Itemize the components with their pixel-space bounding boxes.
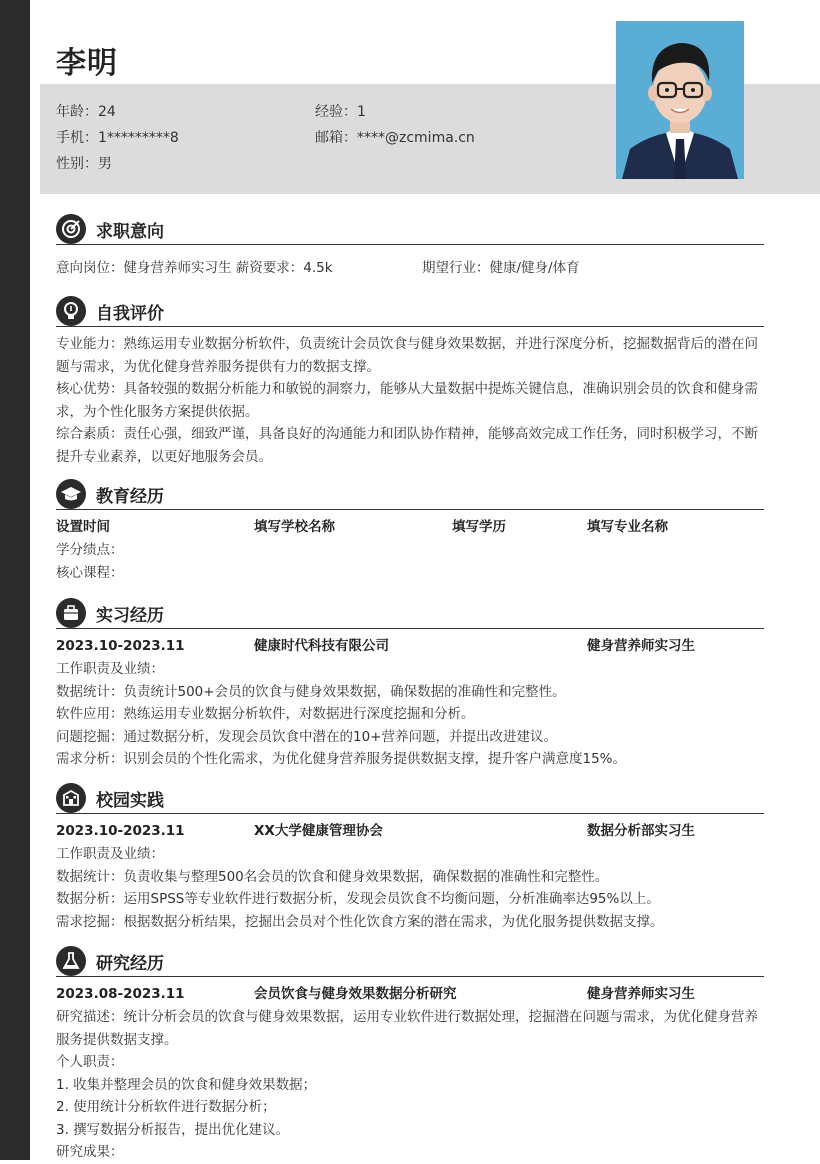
section-header <box>56 296 764 327</box>
section-title: 校园实践 <box>96 791 164 811</box>
campus-org: XX大学健康管理协会 <box>254 823 383 839</box>
flask-icon <box>56 946 86 976</box>
section-research <box>56 946 764 1164</box>
expected-industry: 期望行业：健康/健身/体育 <box>422 260 580 276</box>
intern-role: 健身营养师实习生 <box>587 638 695 654</box>
intern-line: 工作职责及业绩： <box>56 661 164 677</box>
self-eval-line: 专业能力：熟练运用专业数据分析软件，负责统计会员饮食与健身效果数据，并进行深度分析，挖掘数据背后的潜在问题与需求，为优化健身营养服务提供有力的数据支撑。 <box>56 336 758 375</box>
research-line: 研究成果： <box>56 1144 124 1160</box>
campus-line: 数据统计：负责收集与整理500名会员的饮食和健身效果数据，确保数据的准确性和完整性。 <box>56 868 609 885</box>
section-title: 求职意向 <box>96 222 164 242</box>
research-line: 个人职责： <box>56 1054 124 1070</box>
research-line: 3. 撰写数据分析报告，提出优化建议。 <box>56 1121 290 1138</box>
age: 年龄：24 <box>56 104 116 120</box>
self-eval-line: 综合素质：责任心强，细致严谨，具备良好的沟通能力和团队协作精神，能够高效完成工作任务，同时积极学习，不断提升专业素养，以更好地服务会员。 <box>56 426 758 465</box>
campus-role: 数据分析部实习生 <box>587 823 695 839</box>
research-project: 会员饮食与健身效果数据分析研究 <box>254 986 457 1002</box>
position-salary: 意向岗位：健身营养师实习生 薪资要求：4.5k <box>56 260 333 276</box>
campus-line: 工作职责及业绩： <box>56 846 164 862</box>
research-line: 2. 使用统计分析软件进行数据分析； <box>56 1099 276 1115</box>
section-title: 自我评价 <box>96 304 164 324</box>
self-eval-line: 核心优势：具备较强的数据分析能力和敏锐的洞察力，能够从大量数据中提炼关键信息，准确识别会员的饮食和健身需求，为个性化服务方案提供依据。 <box>56 381 758 420</box>
section-title: 实习经历 <box>96 606 164 626</box>
edu-school: 填写学校名称 <box>254 519 335 535</box>
section-job-intention <box>56 214 764 281</box>
briefcase-icon <box>56 598 86 628</box>
section-campus <box>56 783 764 933</box>
intern-date: 2023.10-2023.11 <box>56 638 185 654</box>
target-icon <box>56 214 86 244</box>
campus-line: 数据分析：运用SPSS等专业软件进行数据分析，发现会员饮食不均衡问题，分析准确率达95%以上。 <box>56 891 660 907</box>
intern-line: 软件应用：熟练运用专业数据分析软件，对数据进行深度挖掘和分析。 <box>56 706 475 722</box>
section-internship <box>56 598 764 771</box>
research-date: 2023.08-2023.11 <box>56 986 185 1002</box>
research-desc: 研究描述：统计分析会员的饮食与健身效果数据，运用专业软件进行数据处理，挖掘潜在问题与需求，为优化健身营养服务提供数据支撑。 <box>56 1009 758 1048</box>
section-self-evaluation <box>56 296 764 468</box>
intern-line: 数据统计：负责统计500+会员的饮食与健身效果数据，确保数据的准确性和完整性。 <box>56 683 566 700</box>
section-header <box>56 598 764 629</box>
edu-courses: 核心课程： <box>56 564 124 581</box>
intern-line: 需求分析：识别会员的个性化需求，为优化健身营养服务提供数据支撑，提升客户满意度15%。 <box>56 751 627 767</box>
edu-gpa: 学分绩点： <box>56 542 124 558</box>
section-header <box>56 214 764 245</box>
intern-company: 健康时代科技有限公司 <box>254 638 389 654</box>
profile-photo <box>616 21 744 179</box>
section-title: 研究经历 <box>96 954 164 974</box>
gender: 性别：男 <box>56 156 112 172</box>
research-line: 1. 收集并整理会员的饮食和健身效果数据； <box>56 1076 317 1093</box>
section-header <box>56 783 764 814</box>
section-education <box>56 479 764 584</box>
section-header <box>56 479 764 510</box>
email: 邮箱：****@zcmima.cn <box>315 130 475 146</box>
edu-time: 设置时间 <box>56 519 110 535</box>
phone: 手机：1*********8 <box>56 130 179 146</box>
section-title: 教育经历 <box>96 487 164 507</box>
candidate-name: 李明 <box>56 46 118 81</box>
section-header <box>56 946 764 977</box>
left-sidebar-bar <box>0 0 30 1160</box>
campus-line: 需求挖掘：根据数据分析结果，挖掘出会员对个性化饮食方案的潜在需求，为优化服务提供数据支撑。 <box>56 913 664 930</box>
lightbulb-icon <box>56 296 86 326</box>
graduation-cap-icon <box>56 479 86 509</box>
campus-date: 2023.10-2023.11 <box>56 823 185 839</box>
research-role: 健身营养师实习生 <box>587 986 695 1002</box>
edu-major: 填写专业名称 <box>587 519 668 535</box>
edu-degree: 填写学历 <box>452 519 506 535</box>
experience: 经验：1 <box>315 104 366 120</box>
intern-line: 问题挖掘：通过数据分析，发现会员饮食中潜在的10+营养问题，并提出改进建议。 <box>56 728 557 745</box>
school-building-icon <box>56 783 86 813</box>
